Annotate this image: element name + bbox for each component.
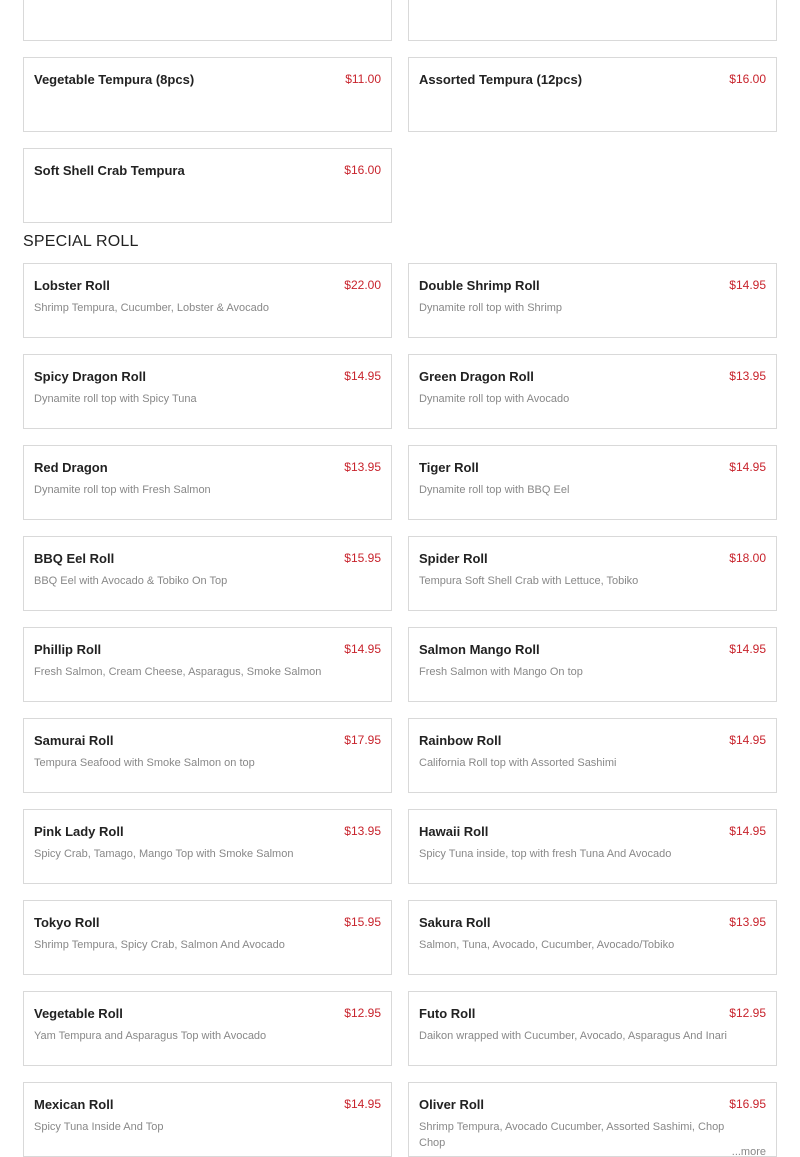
- item-price: $14.95: [729, 733, 766, 747]
- item-name: Hawaii Roll: [419, 824, 489, 839]
- menu-item-card[interactable]: [408, 627, 777, 702]
- item-price: $13.95: [344, 460, 381, 474]
- menu-item-card[interactable]: [23, 57, 392, 132]
- item-price: $14.95: [729, 642, 766, 656]
- menu-item-card[interactable]: [408, 718, 777, 793]
- item-description: Spicy Tuna inside, top with fresh Tuna And Avocado: [419, 848, 672, 860]
- item-price: $16.00: [729, 72, 766, 86]
- item-name: Futo Roll: [419, 1006, 476, 1021]
- item-name: Assorted Tempura (12pcs): [419, 72, 583, 87]
- item-name: Soft Shell Crab Tempura: [34, 163, 185, 178]
- item-price: $14.95: [344, 642, 381, 656]
- menu-item-card[interactable]: [408, 445, 777, 520]
- item-name: Phillip Roll: [34, 642, 102, 657]
- item-name: Spicy Dragon Roll: [34, 369, 146, 384]
- item-name: Salmon Mango Roll: [419, 642, 540, 657]
- item-name: Lobster Roll: [34, 278, 110, 293]
- item-description: Dynamite roll top with Spicy Tuna: [34, 393, 197, 405]
- item-name: Rainbow Roll: [419, 733, 502, 748]
- item-price: $17.95: [344, 733, 381, 747]
- item-price: $14.95: [729, 824, 766, 838]
- menu-item-card[interactable]: [408, 57, 777, 132]
- menu-item-card[interactable]: [408, 263, 777, 338]
- special-roll-grid: [23, 263, 777, 1157]
- menu-item-card[interactable]: [23, 0, 392, 41]
- item-price: $11.00: [345, 72, 381, 86]
- item-description: Daikon wrapped with Cucumber, Avocado, Asparagus And Inari: [419, 1030, 727, 1042]
- menu-item-card[interactable]: [23, 809, 392, 884]
- item-description: BBQ Eel with Avocado & Tobiko On Top: [34, 575, 228, 587]
- menu-item-card[interactable]: [23, 263, 392, 338]
- item-description: Salmon, Tuna, Avocado, Cucumber, Avocado/Tobiko: [419, 939, 675, 951]
- item-description: Dynamite roll top with Shrimp: [419, 302, 563, 314]
- item-description: Spicy Tuna Inside And Top: [34, 1121, 164, 1133]
- item-price: $12.95: [344, 1006, 381, 1020]
- menu-item-card[interactable]: [23, 354, 392, 429]
- menu-item-card[interactable]: [23, 148, 392, 223]
- item-description: Shrimp Tempura, Cucumber, Lobster & Avocado: [34, 302, 269, 314]
- item-description: Tempura Seafood with Smoke Salmon on top: [34, 757, 255, 769]
- more-link[interactable]: ...more: [731, 1146, 766, 1157]
- previous-section-cards: [23, 0, 777, 41]
- menu-item-card[interactable]: [408, 900, 777, 975]
- item-name: Sakura Roll: [419, 915, 491, 930]
- menu-item-card[interactable]: [408, 1082, 777, 1157]
- item-description: Dynamite roll top with Fresh Salmon: [34, 484, 211, 496]
- item-description: Spicy Crab, Tamago, Mango Top with Smoke Salmon: [34, 848, 294, 860]
- item-description: Shrimp Tempura, Spicy Crab, Salmon And Avocado: [34, 939, 285, 951]
- item-description: Shrimp Tempura, Avocado Cucumber, Assorted Sashimi, Chop Chop: [419, 1121, 725, 1149]
- item-price: $16.00: [344, 163, 381, 177]
- item-price: $14.95: [344, 1097, 381, 1111]
- item-price: $13.95: [729, 369, 766, 383]
- item-name: Green Dragon Roll: [419, 369, 534, 384]
- item-name: Samurai Roll: [34, 733, 114, 748]
- menu-item-card[interactable]: [23, 718, 392, 793]
- item-name: Vegetable Tempura (8pcs): [34, 72, 195, 87]
- menu-item-card[interactable]: [23, 536, 392, 611]
- menu-item-card[interactable]: [408, 0, 777, 41]
- item-name: Oliver Roll: [419, 1097, 485, 1112]
- item-description: Fresh Salmon, Cream Cheese, Asparagus, Smoke Salmon: [34, 666, 322, 678]
- item-description: Dynamite roll top with BBQ Eel: [419, 484, 570, 496]
- menu-item-card[interactable]: [23, 627, 392, 702]
- item-description: Yam Tempura and Asparagus Top with Avocado: [34, 1030, 267, 1042]
- item-name: BBQ Eel Roll: [34, 551, 115, 566]
- item-description: Tempura Soft Shell Crab with Lettuce, Tobiko: [419, 575, 639, 587]
- item-price: $22.00: [344, 278, 381, 292]
- menu-item-card[interactable]: [408, 354, 777, 429]
- item-price: $13.95: [729, 915, 766, 929]
- tempura-item-grid: [23, 57, 777, 223]
- item-name: Red Dragon: [34, 460, 108, 475]
- item-price: $12.95: [729, 1006, 766, 1020]
- item-price: $14.95: [729, 460, 766, 474]
- menu-item-card[interactable]: [408, 809, 777, 884]
- item-description: Fresh Salmon with Mango On top: [419, 666, 583, 678]
- menu-item-card[interactable]: [23, 900, 392, 975]
- section-title: SPECIAL ROLL: [23, 233, 139, 250]
- menu-item-card[interactable]: [23, 1082, 392, 1157]
- item-name: Double Shrimp Roll: [419, 278, 540, 293]
- menu-item-card[interactable]: [23, 991, 392, 1066]
- item-name: Mexican Roll: [34, 1097, 114, 1112]
- item-description: California Roll top with Assorted Sashimi: [419, 757, 617, 769]
- item-price: $16.95: [729, 1097, 766, 1111]
- item-price: $15.95: [344, 915, 381, 929]
- menu-item-card[interactable]: [23, 445, 392, 520]
- item-price: $14.95: [344, 369, 381, 383]
- item-price: $14.95: [729, 278, 766, 292]
- menu-item-card[interactable]: [408, 991, 777, 1066]
- item-price: $18.00: [729, 551, 766, 565]
- item-name: Vegetable Roll: [34, 1006, 123, 1021]
- item-name: Tokyo Roll: [34, 915, 100, 930]
- item-price: $13.95: [344, 824, 381, 838]
- item-name: Spider Roll: [419, 551, 488, 566]
- item-price: $15.95: [344, 551, 381, 565]
- item-name: Pink Lady Roll: [34, 824, 124, 839]
- menu-item-card[interactable]: [408, 536, 777, 611]
- item-description: Dynamite roll top with Avocado: [419, 393, 570, 405]
- item-name: Tiger Roll: [419, 460, 479, 475]
